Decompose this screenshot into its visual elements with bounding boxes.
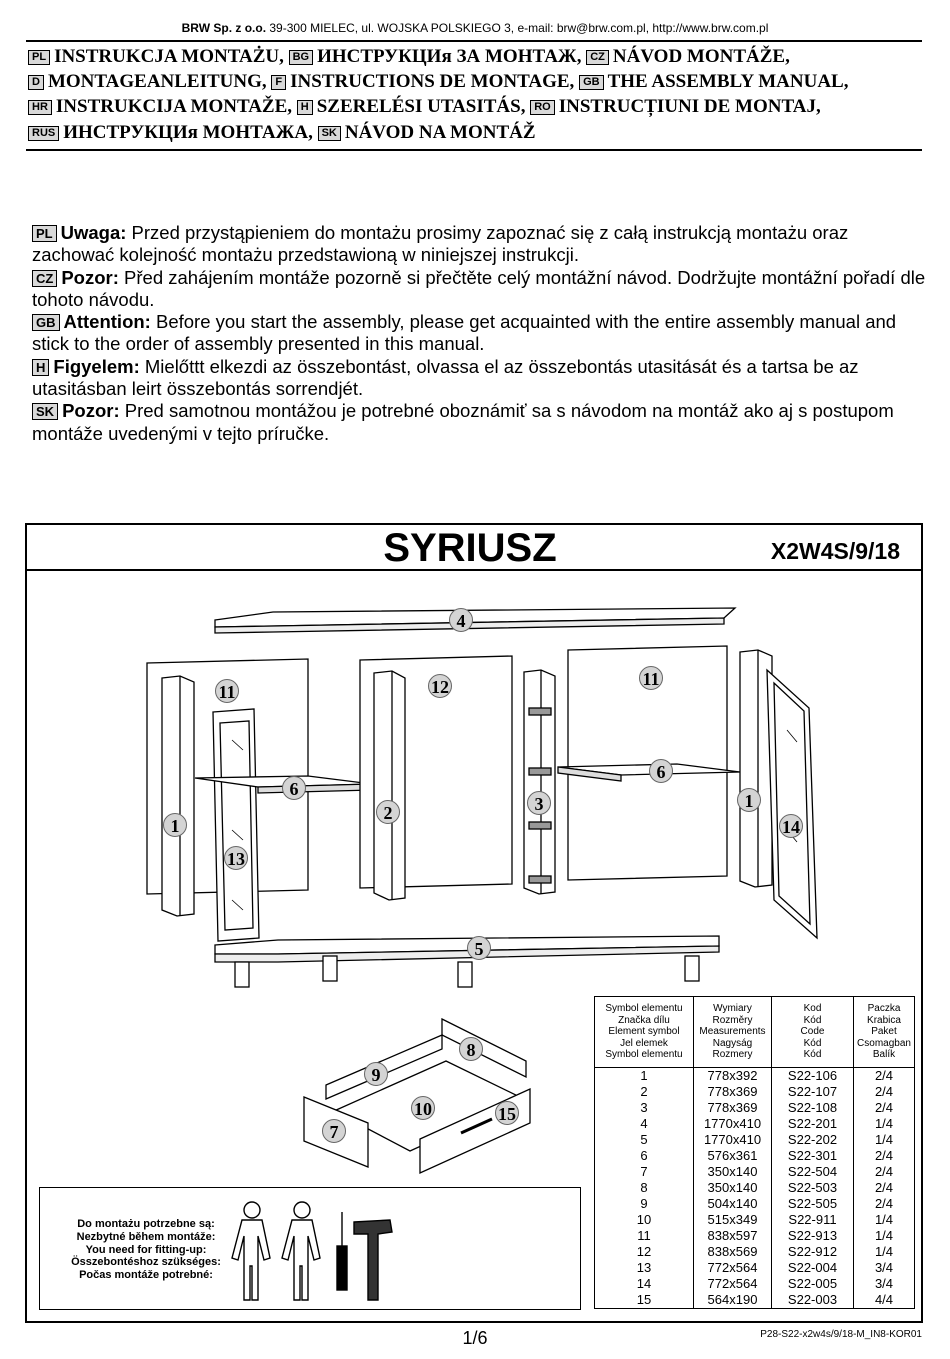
table-cell: 13 xyxy=(595,1260,694,1276)
table-cell: 3 xyxy=(595,1100,694,1116)
notice-label: Figyelem: xyxy=(53,355,140,377)
table-cell: 2/4 xyxy=(854,1196,915,1212)
table-row xyxy=(595,1100,915,1116)
language-badge: BG xyxy=(289,50,314,65)
part-marker: 1 xyxy=(737,788,761,812)
table-cell: 778x369 xyxy=(694,1100,772,1116)
title-text: THE ASSEMBLY MANUAL, xyxy=(607,71,849,92)
table-cell: 11 xyxy=(595,1228,694,1244)
title-line xyxy=(28,121,536,145)
table-cell: 1/4 xyxy=(854,1212,915,1228)
title-text: INSTRUKCJA MONTAŻU, xyxy=(54,46,284,67)
col-code-header: Kod Kód Code Kód Kód xyxy=(772,997,854,1068)
title-text: ИНСТРУКЦИя МОНТАЖА, xyxy=(63,122,313,143)
company-name: BRW Sp. z o.o. xyxy=(181,21,267,35)
language-badge: RO xyxy=(530,100,555,115)
part-marker: 4 xyxy=(449,608,473,632)
table-cell: 8 xyxy=(595,1180,694,1196)
title-line xyxy=(28,45,790,69)
person-icon xyxy=(244,1202,260,1218)
product-code: X2W4S/9/18 xyxy=(770,538,900,564)
table-cell: 1/4 xyxy=(854,1116,915,1132)
language-badge: SK xyxy=(32,403,58,420)
col-measurements-header: Wymiary Rozměry Measurements Nagyság Rozmery xyxy=(694,997,772,1068)
table-cell: 14 xyxy=(595,1276,694,1292)
table-cell: 1770x410 xyxy=(694,1132,772,1148)
table-cell: S22-301 xyxy=(772,1148,854,1164)
table-cell: 3/4 xyxy=(854,1260,915,1276)
part-marker: 2 xyxy=(376,800,400,824)
language-badge: GB xyxy=(32,314,60,331)
table-row xyxy=(595,1116,915,1132)
part-marker: 10 xyxy=(411,1096,435,1120)
table-cell: 5 xyxy=(595,1132,694,1148)
table-cell: S22-913 xyxy=(772,1228,854,1244)
table-cell: 4 xyxy=(595,1116,694,1132)
language-badge: H xyxy=(297,100,313,115)
hammer-icon xyxy=(354,1220,392,1300)
table-cell: 772x564 xyxy=(694,1276,772,1292)
notice-label: Pozor: xyxy=(62,400,120,422)
table-cell: S22-108 xyxy=(772,1100,854,1116)
table-row xyxy=(595,1244,915,1260)
table-cell: 10 xyxy=(595,1212,694,1228)
table-cell: S22-003 xyxy=(772,1292,854,1309)
notice-label: Attention: xyxy=(63,311,151,333)
part-marker: 1 xyxy=(163,813,187,837)
tools-line: Počas montáže potrebné: xyxy=(79,1269,213,1282)
part-marker: 7 xyxy=(322,1119,346,1143)
table-cell: 7 xyxy=(595,1164,694,1180)
table-cell: 564x190 xyxy=(694,1292,772,1309)
language-badge: RUS xyxy=(28,126,59,141)
language-badge: D xyxy=(28,75,44,90)
part-marker: 8 xyxy=(459,1037,483,1061)
table-cell: 838x569 xyxy=(694,1244,772,1260)
part-marker: 13 xyxy=(224,846,248,870)
table-row xyxy=(595,1148,915,1164)
title-line xyxy=(28,95,821,119)
table-cell: 2/4 xyxy=(854,1084,915,1100)
notice-paragraph xyxy=(32,222,932,267)
person-icon xyxy=(294,1202,310,1218)
tools-illustration xyxy=(230,1196,400,1304)
language-badge: SK xyxy=(318,126,341,141)
table-row xyxy=(595,1164,915,1180)
notice-text: Pred samotnou montážou je potrebné oboznámiť sa s návodom na montáž ako aj s postupom montáže uvedenými v tejto príručke. xyxy=(32,400,894,444)
table-row xyxy=(595,1196,915,1212)
notice-paragraph xyxy=(32,267,932,312)
language-badge: CZ xyxy=(586,50,609,65)
drawer-drawing xyxy=(296,1015,596,1175)
table-cell: 1770x410 xyxy=(694,1116,772,1132)
tools-line: Do montażu potrzebne są: xyxy=(77,1218,215,1230)
assembly-notice xyxy=(32,222,932,445)
table-cell: S22-106 xyxy=(772,1068,854,1085)
notice-paragraph xyxy=(32,400,932,445)
part-marker: 9 xyxy=(364,1062,388,1086)
table-row xyxy=(595,1228,915,1244)
table-row xyxy=(595,1180,915,1196)
document-code: P28-S22-x2w4s/9/18-M_IN8-KOR01 xyxy=(760,1329,922,1340)
table-cell: S22-201 xyxy=(772,1116,854,1132)
part-marker: 12 xyxy=(428,674,452,698)
table-row xyxy=(595,1212,915,1228)
title-text: INSTRUCTIONS DE MONTAGE, xyxy=(290,71,575,92)
title-text: NÁVOD NA MONTÁŽ xyxy=(344,122,536,143)
table-cell: 15 xyxy=(595,1292,694,1309)
table-cell: 576x361 xyxy=(694,1148,772,1164)
table-row xyxy=(595,1068,915,1085)
header-rule-bottom xyxy=(26,149,922,151)
table-cell: 2/4 xyxy=(854,1100,915,1116)
parts-table-header xyxy=(595,997,915,1068)
table-cell: 838x597 xyxy=(694,1228,772,1244)
table-cell: S22-503 xyxy=(772,1180,854,1196)
table-cell: S22-107 xyxy=(772,1084,854,1100)
table-row xyxy=(595,1132,915,1148)
title-text: ИНСТРУКЦИя ЗА МОНТАЖ, xyxy=(317,46,582,67)
part-marker: 6 xyxy=(649,759,673,783)
table-cell: S22-202 xyxy=(772,1132,854,1148)
table-cell: 12 xyxy=(595,1244,694,1260)
table-row xyxy=(595,1292,915,1309)
table-cell: 778x369 xyxy=(694,1084,772,1100)
table-cell: 350x140 xyxy=(694,1164,772,1180)
title-text: NÁVOD MONTÁŽE, xyxy=(612,46,790,67)
table-cell: 2 xyxy=(595,1084,694,1100)
table-cell: 1/4 xyxy=(854,1244,915,1260)
part-marker: 3 xyxy=(527,791,551,815)
part-marker: 14 xyxy=(779,814,803,838)
title-text: INSTRUKCIJA MONTAŽE, xyxy=(55,96,293,117)
company-info xyxy=(0,21,950,35)
table-cell: 6 xyxy=(595,1148,694,1164)
title-text: INSTRUCȚIUNI DE MONTAJ, xyxy=(558,96,821,117)
table-cell: 772x564 xyxy=(694,1260,772,1276)
part-marker: 11 xyxy=(215,679,239,703)
table-cell: 2/4 xyxy=(854,1180,915,1196)
language-badge: CZ xyxy=(32,270,57,287)
table-cell: S22-504 xyxy=(772,1164,854,1180)
parts-table xyxy=(594,996,915,1309)
table-cell: 1 xyxy=(595,1068,694,1085)
title-text: MONTAGEANLEITUNG, xyxy=(47,71,267,92)
header-rule-top xyxy=(26,40,922,42)
language-badge: PL xyxy=(32,225,57,242)
table-cell: 2/4 xyxy=(854,1164,915,1180)
part-marker: 6 xyxy=(282,776,306,800)
table-row xyxy=(595,1276,915,1292)
table-cell: 3/4 xyxy=(854,1276,915,1292)
language-badge: PL xyxy=(28,50,50,65)
company-address: 39-300 MIELEC, ul. WOJSKA POLSKIEGO 3, e-mail: brw@brw.com.pl, http://www.brw.com.pl xyxy=(266,21,769,35)
language-badge: H xyxy=(32,359,49,376)
product-name: SYRIUSZ xyxy=(383,526,557,570)
table-cell: S22-005 xyxy=(772,1276,854,1292)
notice-text: Mielőttt elkezdi az összebontást, olvassa el az összebontás utasitását és a tartsa be az utasitásban leirt összebontás sorrendjét. xyxy=(32,355,859,400)
part-marker: 5 xyxy=(467,936,491,960)
part-marker: 11 xyxy=(639,666,663,690)
col-package-header: Paczka Krabica Paket Csomagban Balík xyxy=(854,997,915,1068)
notice-text: Před zahájením montáže pozorně si přečtěte celý montážní návod. Dodržujte montážní pořadí dle tohoto návodu. xyxy=(32,266,926,310)
table-cell: S22-911 xyxy=(772,1212,854,1228)
table-cell: 350x140 xyxy=(694,1180,772,1196)
part-marker: 15 xyxy=(495,1101,519,1125)
notice-paragraph xyxy=(32,356,932,401)
tools-text xyxy=(46,1218,246,1282)
page-number: 1/6 xyxy=(462,1328,488,1348)
notice-paragraph xyxy=(32,311,932,356)
table-cell: S22-912 xyxy=(772,1244,854,1260)
title-line xyxy=(28,70,848,94)
table-cell: S22-004 xyxy=(772,1260,854,1276)
notice-label: Uwaga: xyxy=(60,222,127,243)
table-cell: 9 xyxy=(595,1196,694,1212)
table-cell: 778x392 xyxy=(694,1068,772,1085)
notice-text: Before you start the assembly, please get acquainted with the entire assembly manual and stick to the order of assembly presented in this manual. xyxy=(32,311,897,355)
table-cell: 4/4 xyxy=(854,1292,915,1309)
col-symbol-header: Symbol elementu Značka dílu Element symbol Jel elemek Symbol elementu xyxy=(595,997,694,1068)
table-cell: 1/4 xyxy=(854,1228,915,1244)
table-row xyxy=(595,1260,915,1276)
notice-label: Pozor: xyxy=(61,266,119,288)
notice-text: Przed przystąpieniem do montażu prosimy zapoznać się z całą instrukcją montażu oraz zachować kolejność montażu przedstawioną w niniejszej instrukcji. xyxy=(32,222,849,266)
table-cell: 2/4 xyxy=(854,1148,915,1164)
table-row xyxy=(595,1084,915,1100)
table-cell: S22-505 xyxy=(772,1196,854,1212)
table-cell: 515x349 xyxy=(694,1212,772,1228)
language-badge: F xyxy=(271,75,286,90)
title-text: SZERELÉSI UTASITÁS, xyxy=(316,96,526,117)
table-cell: 504x140 xyxy=(694,1196,772,1212)
tools-line: Nezbytné během montáže: xyxy=(76,1230,216,1243)
table-cell: 1/4 xyxy=(854,1132,915,1148)
language-badge: HR xyxy=(28,100,52,115)
tools-line: Összebontéshoz szükséges: xyxy=(71,1256,221,1269)
tools-line: You need for fitting-up: xyxy=(85,1243,207,1256)
table-cell: 2/4 xyxy=(854,1068,915,1085)
language-badge: GB xyxy=(579,75,604,90)
